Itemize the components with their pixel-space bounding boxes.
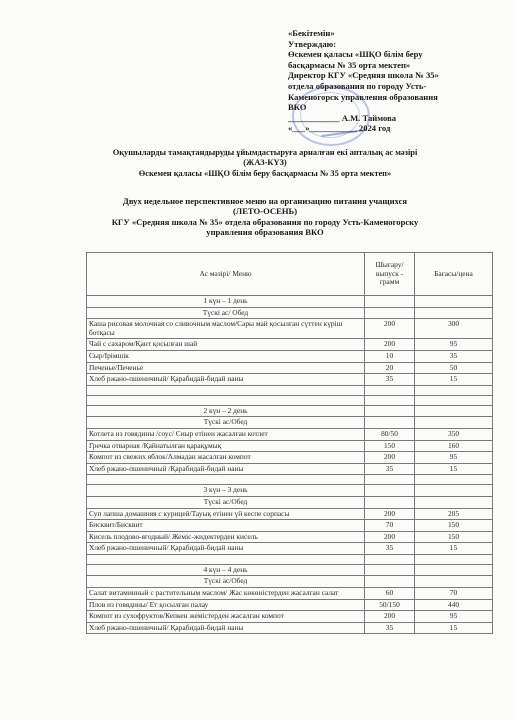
dish-price: 150 xyxy=(415,520,493,532)
empty-cell xyxy=(87,395,365,405)
dish-price: 300 xyxy=(415,319,493,339)
dish-grams: 20 xyxy=(365,362,415,374)
approval-line: отдела образования по городу Усть- xyxy=(288,80,427,91)
table-row xyxy=(87,350,493,362)
dish-grams: 200 xyxy=(365,508,415,520)
table-row xyxy=(87,374,493,386)
dish-name: Компот из сухофруктов/Кепкен жемістерден жасалған компот xyxy=(87,611,365,623)
dish-name: Компот из свежих яблок/Алмадан жасалған компот xyxy=(87,452,365,464)
heading-russian xyxy=(50,196,480,238)
dish-name: Хлеб ржано-пшеничный/ Қарабидай-бидай наны xyxy=(87,374,365,386)
heading-line: Двух недельное перспективное меню на организацию питания учащихся xyxy=(122,196,408,206)
table-row xyxy=(87,362,493,374)
empty-row xyxy=(87,385,493,395)
dish-price: 70 xyxy=(415,588,493,600)
dish-price: 95 xyxy=(415,339,493,351)
dish-grams: 35 xyxy=(365,463,415,475)
meal-label: Түскі ас/ Обед xyxy=(87,307,365,319)
table-row xyxy=(87,428,493,440)
table-row xyxy=(87,588,493,600)
dish-grams: 80/50 xyxy=(365,428,415,440)
dish-price: 440 xyxy=(415,599,493,611)
empty-cell xyxy=(415,496,493,508)
approval-line: басқармасы № 35 орта мектеп» xyxy=(288,59,411,70)
day-label: 1 күн – 1 день xyxy=(87,296,365,308)
dish-grams: 60 xyxy=(365,588,415,600)
dish-grams: 200 xyxy=(365,611,415,623)
dish-name: Каша рисовая молочная со сливочным маслом/Сары май қосылған сүттен күріш ботқасы xyxy=(87,319,365,339)
column-header-grams: Шығару/ выпуск - грамм xyxy=(365,253,415,296)
dish-name: Плов из говядины/ Ет қосылған палау xyxy=(87,599,365,611)
column-header-menu: Ас мәзірі/ Меню xyxy=(87,253,365,296)
approval-line: ____________ А.М. Таймова xyxy=(288,112,397,123)
table-row xyxy=(87,520,493,532)
empty-cell xyxy=(365,475,415,485)
day-row xyxy=(87,564,493,576)
empty-cell xyxy=(365,405,415,417)
dish-name: Сыр/Ірімшік xyxy=(87,350,365,362)
dish-grams: 200 xyxy=(365,452,415,464)
dish-grams: 50/150 xyxy=(365,599,415,611)
dish-grams: 35 xyxy=(365,543,415,555)
empty-row xyxy=(87,475,493,485)
dish-price: 15 xyxy=(415,374,493,386)
table-row xyxy=(87,622,493,634)
heading-kazakh xyxy=(50,148,480,179)
dish-name: Котлета из говядины /соус/ Сиыр етінен жасалған котлет xyxy=(87,428,365,440)
heading-line: (ЖАЗ-КҮЗ) xyxy=(243,158,287,168)
dish-name: Гречка отварная /Қайнатылған қарақұмық xyxy=(87,440,365,452)
dish-price: 15 xyxy=(415,622,493,634)
dish-name: Печенье/Печенье xyxy=(87,362,365,374)
empty-cell xyxy=(365,564,415,576)
meal-row xyxy=(87,417,493,429)
table-row xyxy=(87,611,493,623)
approval-line: Директор КГУ «Средняя школа № 35» xyxy=(288,70,439,81)
table-row xyxy=(87,531,493,543)
day-row xyxy=(87,405,493,417)
approval-line: Өскемен қаласы «ШҚО білім беру xyxy=(288,49,423,60)
table-header-row xyxy=(87,253,493,296)
dish-price: 205 xyxy=(415,508,493,520)
table-row xyxy=(87,463,493,475)
empty-cell xyxy=(415,296,493,308)
table-row xyxy=(87,452,493,464)
empty-cell xyxy=(415,385,493,395)
approval-line: «___»___________ 2024 год xyxy=(288,123,391,134)
dish-grams: 200 xyxy=(365,319,415,339)
meal-row xyxy=(87,576,493,588)
empty-cell xyxy=(365,485,415,497)
empty-cell xyxy=(365,576,415,588)
dish-price: 350 xyxy=(415,428,493,440)
empty-cell xyxy=(365,417,415,429)
empty-cell xyxy=(365,307,415,319)
dish-grams: 150 xyxy=(365,440,415,452)
dish-name: Салат витаминный с растительным маслом/ Жас көкөністерден жасалған салат xyxy=(87,588,365,600)
dish-grams: 10 xyxy=(365,350,415,362)
table-body xyxy=(87,296,493,634)
empty-cell xyxy=(87,554,365,564)
empty-cell xyxy=(365,496,415,508)
dish-name: Бисквит/Бисквит xyxy=(87,520,365,532)
dish-name: Хлеб ржано-пшеничный/ Қарабидай-бидай наны xyxy=(87,622,365,634)
dish-price: 15 xyxy=(415,463,493,475)
dish-price: 35 xyxy=(415,350,493,362)
dish-price: 15 xyxy=(415,543,493,555)
dish-grams: 200 xyxy=(365,339,415,351)
empty-cell xyxy=(365,395,415,405)
empty-cell xyxy=(415,554,493,564)
empty-cell xyxy=(365,385,415,395)
table-row xyxy=(87,339,493,351)
empty-cell xyxy=(415,307,493,319)
empty-cell xyxy=(415,395,493,405)
meal-label: Түскі ас/Обед xyxy=(87,417,365,429)
dish-price: 95 xyxy=(415,452,493,464)
day-row xyxy=(87,485,493,497)
dish-grams: 35 xyxy=(365,374,415,386)
approval-line: Каменогорск управления образования xyxy=(288,91,438,102)
approval-block xyxy=(288,28,503,134)
heading-line: управления образования ВКО xyxy=(206,227,324,238)
day-label: 2 күн – 2 день xyxy=(87,405,365,417)
empty-cell xyxy=(87,385,365,395)
table-row xyxy=(87,440,493,452)
heading-line: Оқушыларды тамақтандыруды ұйымдастыруға арналған екі апталық ас мәзірі xyxy=(112,148,418,157)
dish-name: Хлеб ржано-пшеничный /Қарабидай-бидай наны xyxy=(87,463,365,475)
approval-line: ВКО xyxy=(288,102,307,113)
day-label: 4 күн – 4 день xyxy=(87,564,365,576)
empty-cell xyxy=(415,405,493,417)
heading-line: (ЛЕТО-ОСЕНЬ) xyxy=(232,206,298,217)
heading-line: Өскемен қаласы «ШҚО білім беру басқармасы № 35 орта мектеп» xyxy=(138,168,392,178)
empty-cell xyxy=(365,296,415,308)
empty-cell xyxy=(415,564,493,576)
heading-line: КГУ «Средняя школа № 35» отдела образования по городу Усть-Каменогорску xyxy=(111,216,419,227)
empty-row xyxy=(87,395,493,405)
meal-label: Түскі ас/Обед xyxy=(87,496,365,508)
dish-grams: 35 xyxy=(365,622,415,634)
table-row xyxy=(87,319,493,339)
dish-name: Суп лапша домашняя с курицей/Тауық етінен үй кеспе сорпасы xyxy=(87,508,365,520)
dish-price: 160 xyxy=(415,440,493,452)
dish-grams: 70 xyxy=(365,520,415,532)
dish-price: 95 xyxy=(415,611,493,623)
dish-name: Кисель плодово-ягодный/ Жеміс-жидектерден кисель xyxy=(87,531,365,543)
dish-price: 50 xyxy=(415,362,493,374)
dish-name: Хлеб ржано-пшеничный/ Қарабидай-бидай наны xyxy=(87,543,365,555)
empty-cell xyxy=(415,417,493,429)
approval-line: «Бекітемін» xyxy=(288,28,335,38)
empty-cell xyxy=(87,475,365,485)
dish-price: 150 xyxy=(415,531,493,543)
dish-name: Чай с сахаром/Қант қосылған шай xyxy=(87,339,365,351)
meal-row xyxy=(87,496,493,508)
table-row xyxy=(87,543,493,555)
table-row xyxy=(87,599,493,611)
day-label: 3 күн – 3 день xyxy=(87,485,365,497)
day-row xyxy=(87,296,493,308)
empty-row xyxy=(87,554,493,564)
meal-row xyxy=(87,307,493,319)
empty-cell xyxy=(415,475,493,485)
column-header-price: Бағасы/цена xyxy=(415,253,493,296)
empty-cell xyxy=(415,485,493,497)
dish-grams: 200 xyxy=(365,531,415,543)
meal-label: Түскі ас/Обед xyxy=(87,576,365,588)
empty-cell xyxy=(415,576,493,588)
menu-table xyxy=(86,252,493,634)
approval-line: Утверждаю: xyxy=(288,38,337,49)
table-row xyxy=(87,508,493,520)
empty-cell xyxy=(365,554,415,564)
